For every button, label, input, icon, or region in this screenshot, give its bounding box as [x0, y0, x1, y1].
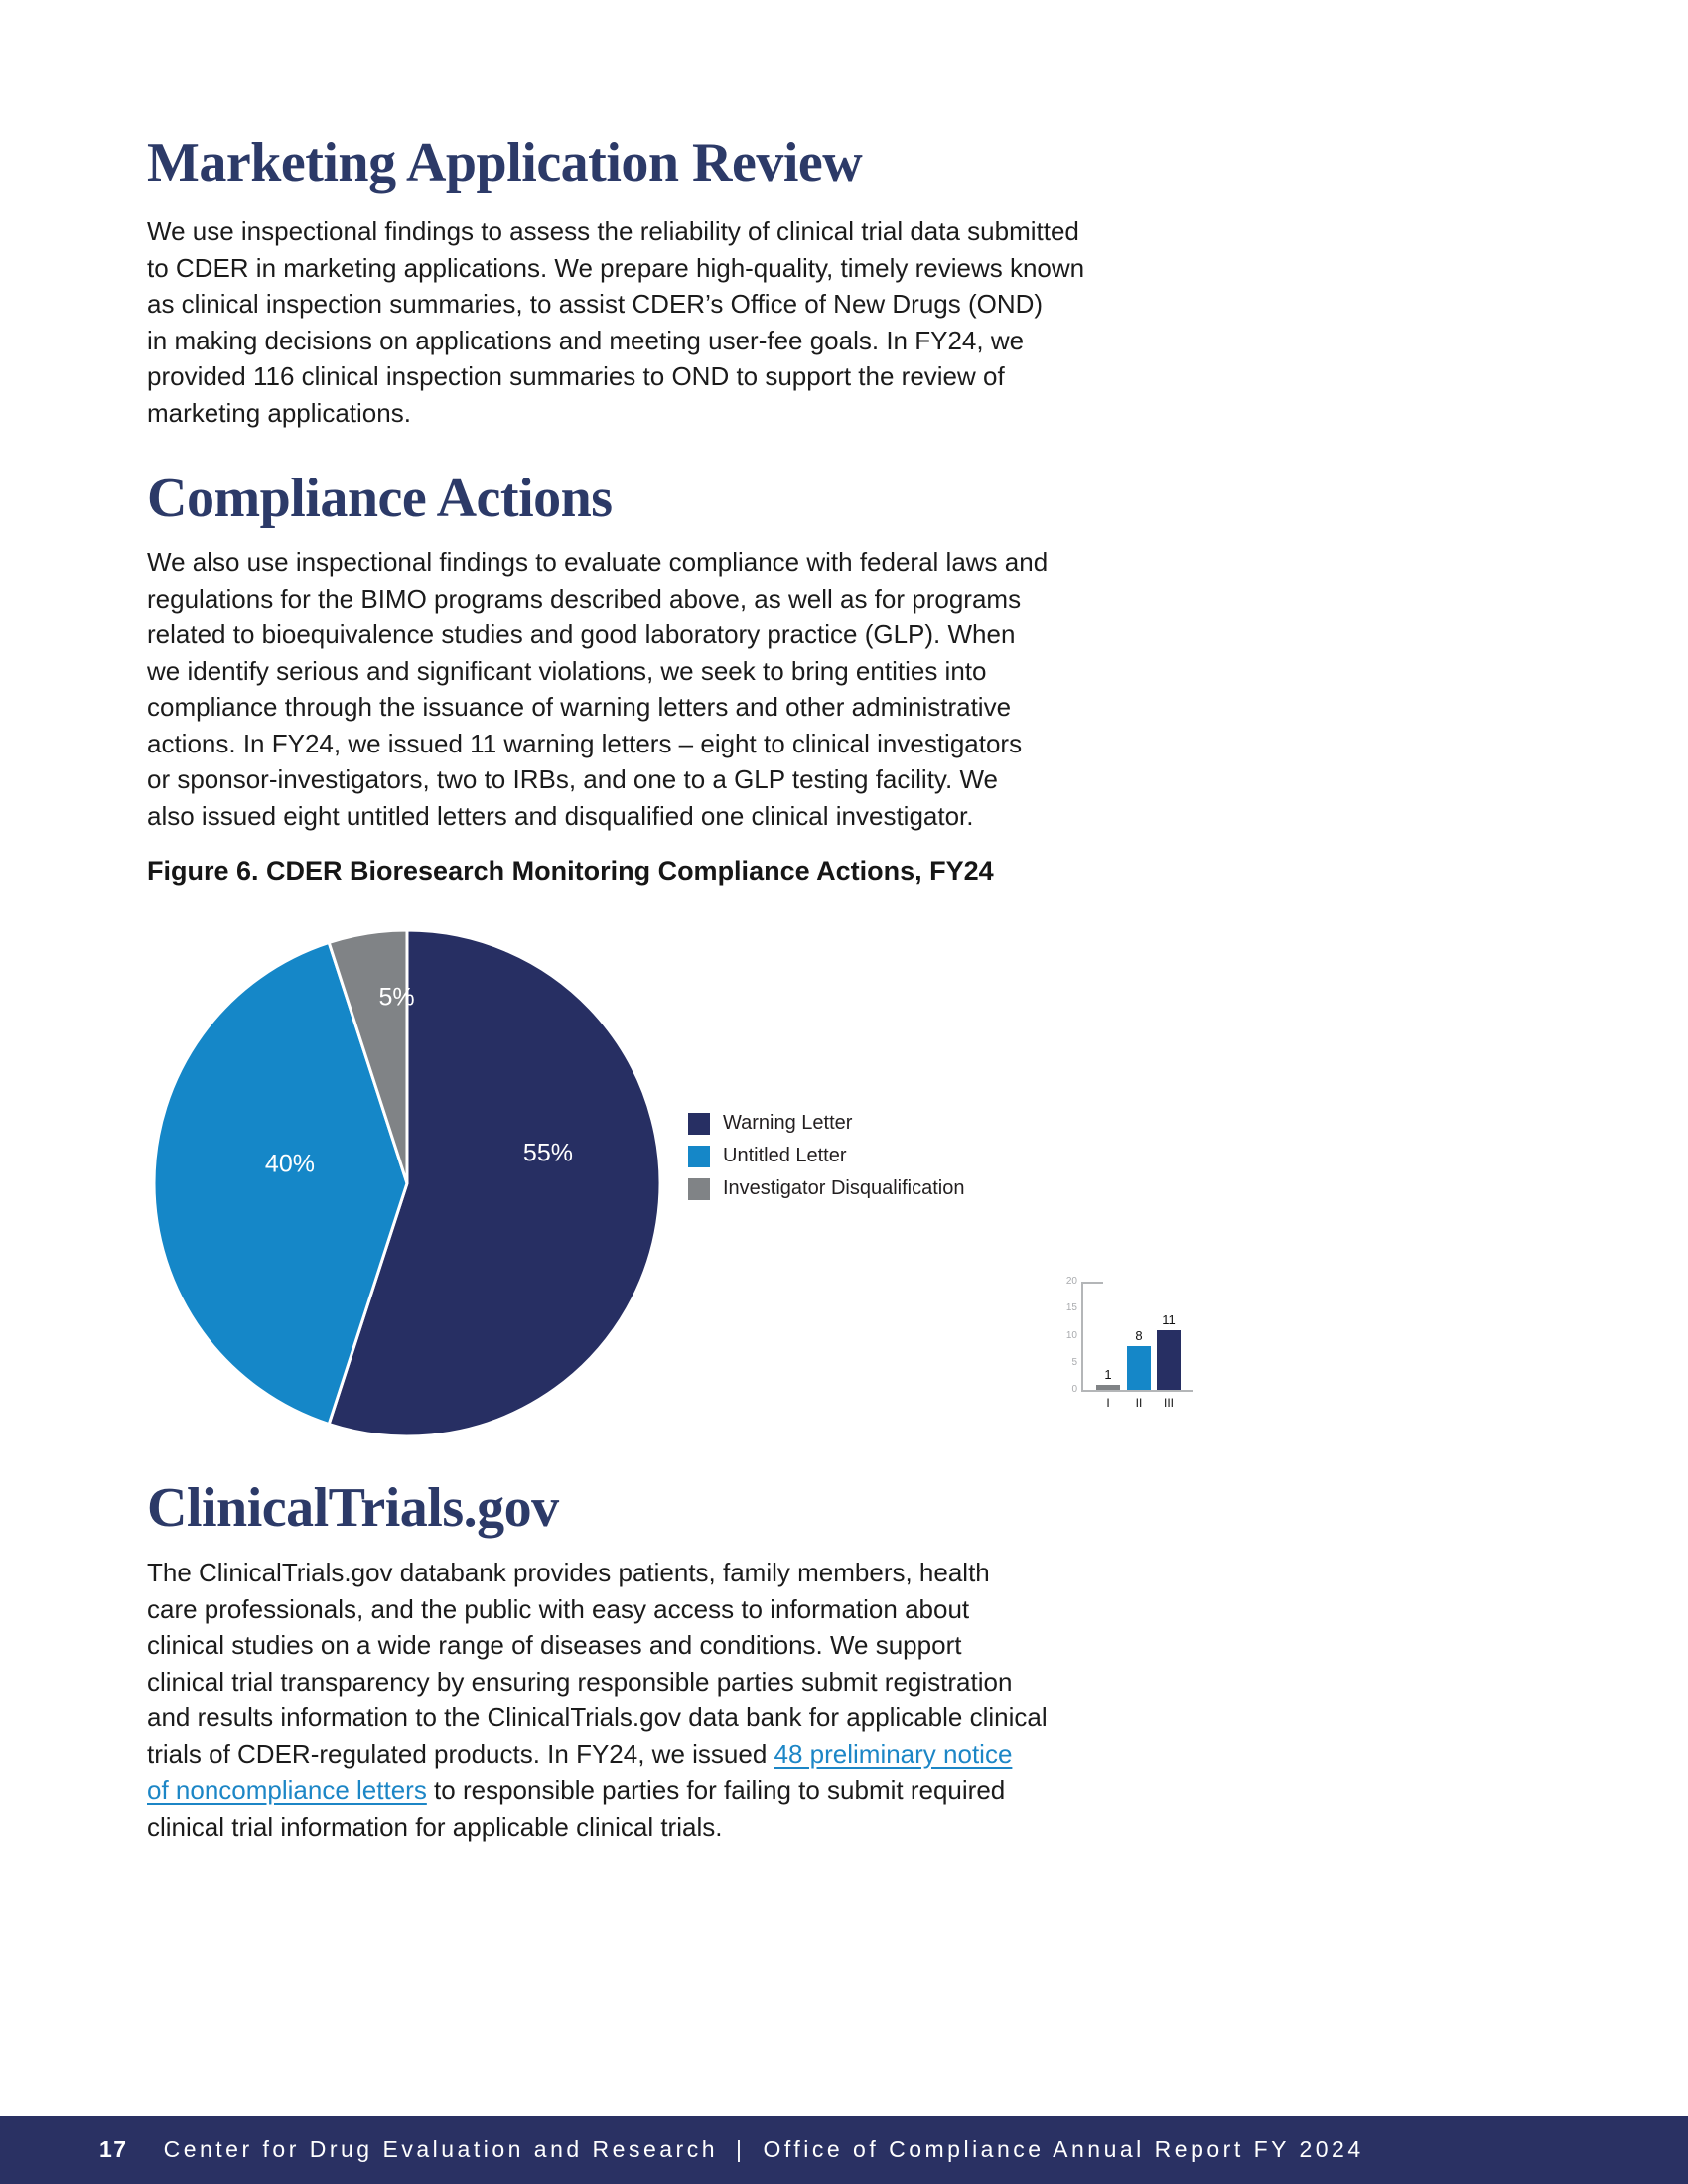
bar-II — [1127, 1346, 1151, 1390]
bar-I — [1096, 1385, 1120, 1390]
legend-label: Warning Letter — [723, 1112, 853, 1134]
bar-value-label: 8 — [1135, 1328, 1143, 1344]
section-title-compliance-actions: Compliance Actions — [147, 468, 613, 529]
x-axis-line — [1081, 1390, 1193, 1392]
legend-item — [688, 1145, 964, 1167]
x-axis-category-label: II — [1135, 1396, 1143, 1410]
paragraph-line: regulations for the BIMO programs described above, as well as for programs — [147, 583, 1022, 614]
paragraph-line: related to bioequivalence studies and good laboratory practice (GLP). When — [147, 619, 1016, 649]
figure-legend — [688, 1112, 964, 1210]
bar-III — [1157, 1330, 1181, 1390]
footer-separator: | — [736, 2136, 746, 2162]
legend-item — [688, 1177, 964, 1200]
paragraph-compliance — [147, 544, 1048, 834]
paragraph-line: The ClinicalTrials.gov databank provides patients, family members, health — [147, 1558, 990, 1587]
paragraph-clinicaltrials — [147, 1555, 1048, 1844]
legend-label: Untitled Letter — [723, 1145, 847, 1166]
paragraph-line: also issued eight untitled letters and disqualified one clinical investigator. — [147, 800, 974, 831]
section-title-marketing-application-review: Marketing Application Review — [147, 132, 863, 194]
bar-value-label: 11 — [1162, 1312, 1176, 1328]
y-axis-tick-label: 15 — [1065, 1302, 1077, 1314]
legend-swatch-icon — [688, 1178, 710, 1200]
y-axis-top-tick — [1081, 1282, 1103, 1284]
section-title-clinicaltrials-gov: ClinicalTrials.gov — [147, 1477, 559, 1539]
pie-slice-label: 55% — [522, 1139, 573, 1167]
legend-swatch-icon — [688, 1113, 710, 1135]
page-number: 17 — [99, 2136, 128, 2162]
pie-slice-label: 5% — [378, 983, 415, 1012]
page-footer — [0, 2116, 1688, 2184]
paragraph-line: care professionals, and the public with easy access to information about — [147, 1593, 970, 1624]
paragraph-line: trials of CDER-regulated products. In FY24, we issued 48 preliminary notice — [147, 1738, 1013, 1769]
paragraph-line: to CDER in marketing applications. We prepare high-quality, timely reviews known — [147, 252, 1085, 283]
bar-value-label: 1 — [1104, 1366, 1112, 1382]
paragraph-line: clinical trial information for applicable clinical trials. — [147, 1811, 723, 1842]
paragraph-line: clinical studies on a wide range of diseases and conditions. We support — [147, 1630, 962, 1660]
figure-caption: Figure 6. CDER Bioresearch Monitoring Compliance Actions, FY24 — [147, 856, 994, 886]
paragraph-line: provided 116 clinical inspection summaries to OND to support the review of — [147, 361, 1005, 391]
paragraph-line: of noncompliance letters to responsible parties for failing to submit required — [147, 1775, 1006, 1805]
paragraph-marketing — [147, 213, 1084, 431]
paragraph-line: actions. In FY24, we issued 11 warning letters – eight to clinical investigators — [147, 728, 1023, 758]
paragraph-line: and results information to the ClinicalTrials.gov data bank for applicable clinical — [147, 1703, 1048, 1732]
bar-chart — [1055, 1275, 1224, 1433]
paragraph-line: marketing applications. — [147, 397, 411, 428]
y-axis-tick-label: 5 — [1071, 1356, 1077, 1368]
paragraph-line: in making decisions on applications and meeting user-fee goals. In FY24, we — [147, 325, 1025, 355]
paragraph-line: We use inspectional findings to assess the reliability of clinical trial data submitted — [147, 216, 1079, 246]
y-axis-tick-label: 0 — [1071, 1384, 1077, 1395]
y-axis-tick-label: 20 — [1065, 1276, 1077, 1287]
legend-label: Investigator Disqualification — [723, 1177, 965, 1199]
paragraph-line: clinical trial transparency by ensuring responsible parties submit registration — [147, 1666, 1013, 1697]
paragraph-line: as clinical inspection summaries, to assist CDER’s Office of New Drugs (OND) — [147, 289, 1044, 319]
y-axis-line — [1081, 1282, 1083, 1392]
noncompliance-letters-link[interactable]: of noncompliance letters — [147, 1775, 427, 1805]
noncompliance-letters-link[interactable]: 48 preliminary notice — [774, 1738, 1013, 1769]
x-axis-category-label: I — [1106, 1396, 1110, 1410]
footer-text-right: Office of Compliance Annual Report FY 2024 — [763, 2136, 1364, 2162]
paragraph-line: we identify serious and significant violations, we seek to bring entities into — [147, 655, 987, 686]
y-axis-tick-label: 10 — [1065, 1329, 1077, 1341]
paragraph-line: or sponsor-investigators, two to IRBs, and one to a GLP testing facility. We — [147, 764, 998, 794]
paragraph-line: compliance through the issuance of warning letters and other administrative — [147, 692, 1012, 722]
pie-chart — [149, 925, 665, 1441]
x-axis-category-label: III — [1163, 1396, 1175, 1410]
legend-item — [688, 1112, 964, 1135]
legend-swatch-icon — [688, 1146, 710, 1167]
paragraph-line: We also use inspectional findings to evaluate compliance with federal laws and — [147, 547, 1049, 577]
footer-text-left: Center for Drug Evaluation and Research — [163, 2136, 718, 2162]
pie-slice-label: 40% — [264, 1150, 315, 1178]
